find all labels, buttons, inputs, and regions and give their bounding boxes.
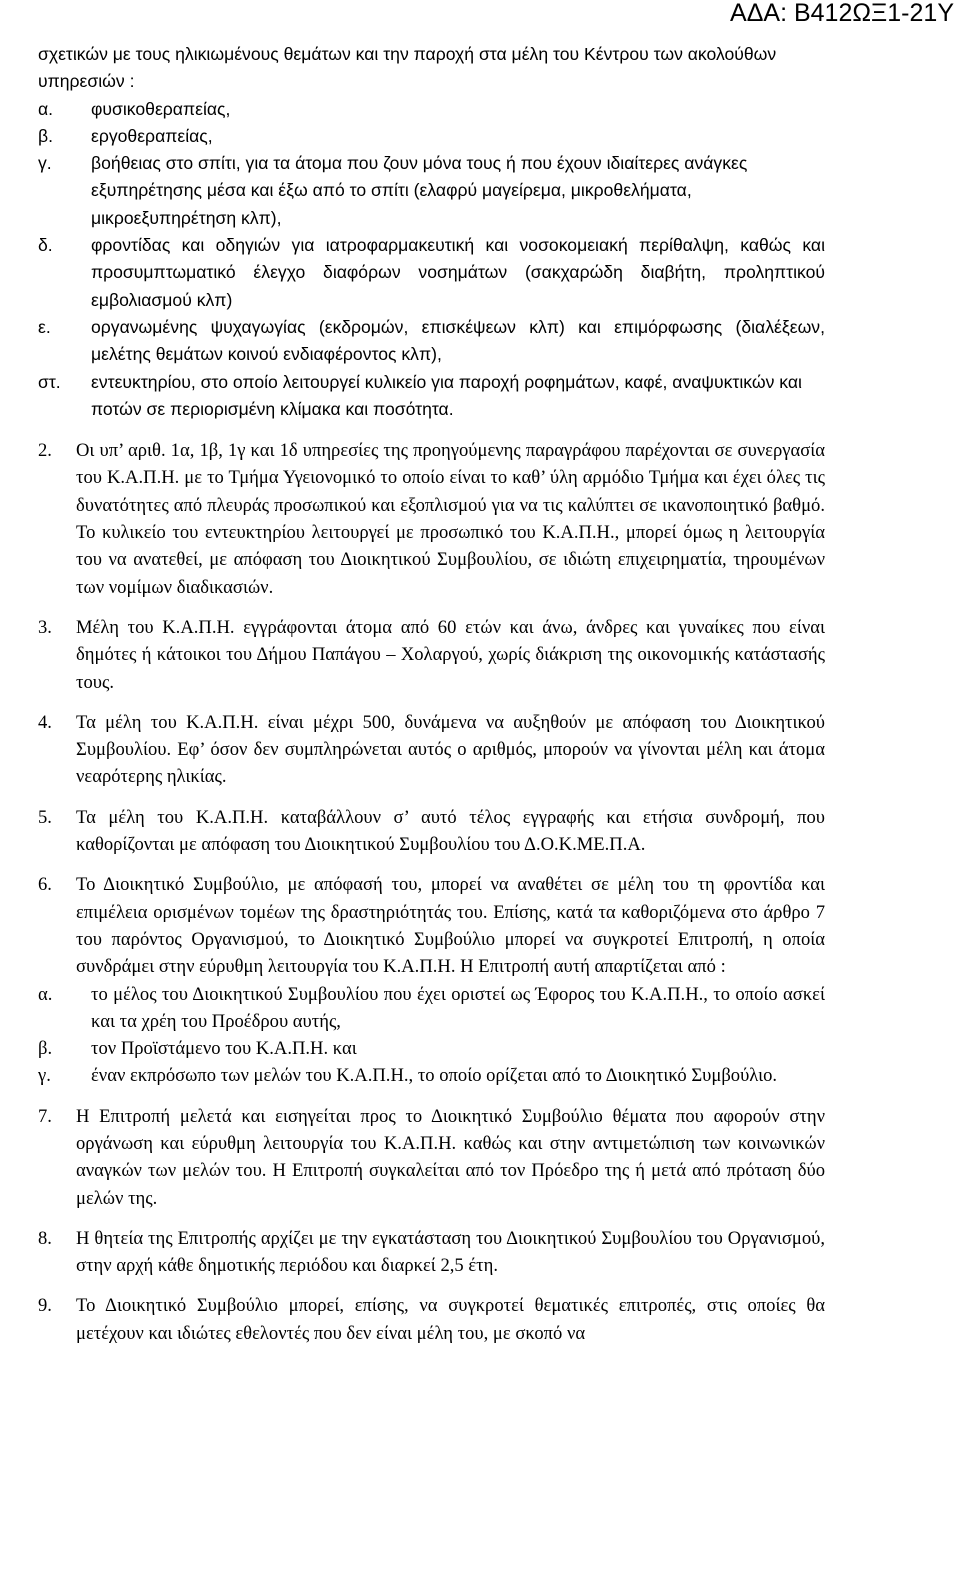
sub-label: β.	[38, 1038, 53, 1060]
numbered-item	[38, 804, 825, 859]
item-number: 8.	[38, 1227, 52, 1249]
sub-text: το μέλος του Διοικητικού Συμβουλίου που έχει οριστεί ως Έφορος του Κ.Α.Π.Η., το οποίο ασκεί και τα χρέη του Προέδρου αυτής,	[91, 983, 825, 1032]
service-text: βοήθειας στο σπίτι, για τα άτομα που ζουν μόνα τους ή που έχουν ιδιαίτερες ανάγκες εξυπηρέτησης μέσα και έξω από το σπίτι (ελαφρύ μαγείρεμα, μικροθελήματα, μικροεξυπηρέτηση κλπ),	[91, 153, 748, 228]
numbered-item	[38, 1292, 825, 1347]
numbered-item	[38, 709, 825, 791]
sub-label: α.	[38, 983, 53, 1005]
sub-text: τον Προϊστάμενο του Κ.Α.Π.Η. και	[91, 1038, 357, 1060]
service-item	[38, 123, 825, 150]
sub-item	[38, 981, 825, 1036]
service-label: ε.	[38, 316, 51, 337]
numbered-item	[38, 437, 825, 601]
item-text: Οι υπ’ αριθ. 1α, 1β, 1γ και 1δ υπηρεσίες της προηγούμενης παραγράφου παρέχονται σε συνεργασία του Κ.Α.Π.Η. με το Τμήμα Υγειονομικό το οποίο είναι το καθ’ ύλη αρμόδιο Τμήμα και έχει όλες τις δυνατότητες από πλευράς προσωπικού και εξοπλισμού για να τις καλύπτει σε ικανοποιητικό βαθμό. Το κυλικείο του εντευκτηρίου λειτουργεί με προσωπικό του Κ.Α.Π.Η., μπορεί όμως η λειτουργία του να ανατεθεί, με απόφαση του Διοικητικού Συμβουλίου, σε ιδιώτη επιχειρηματία, τηρουμένων των νομίμων διαδικασιών.	[76, 440, 825, 598]
numbered-item	[38, 1225, 825, 1280]
item-body	[38, 871, 825, 1089]
item-number: 5.	[38, 806, 52, 828]
services-list	[38, 96, 825, 424]
item-text: Το Διοικητικό Συμβούλιο μπορεί, επίσης, να συγκροτεί θεματικές επιτροπές, στις οποίες θα μετέχουν και ιδιώτες εθελοντές που δεν είναι μέλη του, με σκοπό να	[76, 1295, 825, 1344]
item-text: Η Επιτροπή μελετά και εισηγείται προς το Διοικητικό Συμβούλιο θέματα που αφορούν στην οργάνωση και εύρυθμη λειτουργία του Κ.Α.Π.Η. καθώς και στην αντιμετώπιση των κοινωνικών αναγκών των μελών του. Η Επιτροπή συγκαλείται από τον Πρόεδρο της ή μετά από πρόταση δύο μελών της.	[76, 1105, 825, 1209]
item-number: 2.	[38, 440, 52, 462]
sub-item	[38, 1062, 825, 1089]
service-label: γ.	[38, 153, 52, 174]
item-number: 4.	[38, 711, 52, 733]
sub-text: έναν εκπρόσωπο των μελών του Κ.Α.Π.Η., το οποίο ορίζεται από το Διοικητικό Συμβούλιο.	[91, 1065, 778, 1087]
document-body	[38, 41, 825, 1347]
service-item	[38, 369, 825, 424]
service-item	[38, 232, 825, 314]
service-item	[38, 96, 825, 123]
item-text: Τα μέλη του Κ.Α.Π.Η. είναι μέχρι 500, δυνάμενα να αυξηθούν με απόφαση του Διοικητικού Συμβουλίου. Εφ’ όσον δεν συμπληρώνεται αυτός ο αριθμός, μπορούν να γίνονται μέλη και άτομα νεαρότερης ηλικίας.	[76, 711, 825, 788]
service-item	[38, 150, 825, 232]
service-text: φροντίδας και οδηγιών για ιατροφαρμακευτική και νοσοκομειακή περίθαλψη, καθώς και προσυμπτωματικό έλεγχο διαφόρων νοσημάτων (σακχαρώδη διαβήτη, προληπτικού εμβολιασμού κλπ)	[91, 235, 825, 310]
service-text: φυσικοθεραπείας,	[91, 98, 231, 119]
item-text: Η θητεία της Επιτροπής αρχίζει με την εγκατάσταση του Διοικητικού Συμβουλίου του Οργανισμού, στην αρχή κάθε δημοτικής περιόδου και διαρκεί 2,5 έτη.	[76, 1227, 825, 1277]
intro-paragraph: σχετικών με τους ηλικιωμένους θεμάτων και την παροχή στα μέλη του Κέντρου των ακολούθων υπηρεσιών :	[38, 44, 777, 92]
item-text: Τα μέλη του Κ.Α.Π.Η. καταβάλλουν σ’ αυτό τέλος εγγραφής και ετήσια συνδρομή, που καθορίζονται με απόφαση του Διοικητικού Συμβουλίου του Δ.Ο.Κ.ΜΕ.Π.Α.	[76, 806, 825, 856]
item-number: 3.	[38, 616, 52, 638]
numbered-item	[38, 1103, 825, 1212]
numbered-item	[38, 871, 825, 1089]
service-item	[38, 314, 825, 369]
ada-code: ΑΔΑ: Β412ΩΞ1-21Υ	[730, 0, 954, 27]
sub-label: γ.	[38, 1065, 51, 1087]
item-number: 6.	[38, 874, 52, 896]
service-label: α.	[38, 98, 54, 119]
item-number: 9.	[38, 1295, 52, 1317]
sub-item	[38, 1035, 825, 1062]
service-text: εντευκτηρίου, στο οποίο λειτουργεί κυλικείο για παροχή ροφημάτων, καφέ, αναψυκτικών και ποτών σε περιορισμένη κλίμακα και ποσότητα.	[91, 371, 802, 419]
service-text: εργοθεραπείας,	[91, 125, 213, 146]
item-number: 7.	[38, 1105, 52, 1127]
service-text: οργανωμένης ψυχαγωγίας (εκδρομών, επισκέψεων κλπ) και επιμόρφωσης (διαλέξεων, μελέτης θεμάτων κοινού ενδιαφέροντος κλπ),	[91, 316, 825, 365]
service-label: β.	[38, 125, 54, 146]
numbered-item	[38, 614, 825, 696]
service-label: στ.	[38, 371, 61, 392]
item-text: Το Διοικητικό Συμβούλιο, με απόφασή του, μπορεί να αναθέτει σε μέλη του τη φροντίδα και επιμέλεια ορισμένων τομέων της δραστηριότητάς του. Επίσης, κατά τα καθοριζόμενα στο άρθρο 7 του παρόντος Οργανισμού, το Διοικητικό Συμβούλιο μπορεί να συγκροτεί Επιτροπή, η οποία συνδράμει στην εύρυθμη λειτουργία του Κ.Α.Π.Η. Η Επιτροπή αυτή απαρτίζεται από :	[76, 874, 825, 978]
service-label: δ.	[38, 235, 53, 256]
item-text: Μέλη του Κ.Α.Π.Η. εγγράφονται άτομα από 60 ετών και άνω, άνδρες και γυναίκες που είναι δημότες ή κάτοικοι του Δήμου Παπάγου – Χολαργού, χωρίς διάκριση της οικονομικής κατάστασής τους.	[76, 616, 825, 693]
